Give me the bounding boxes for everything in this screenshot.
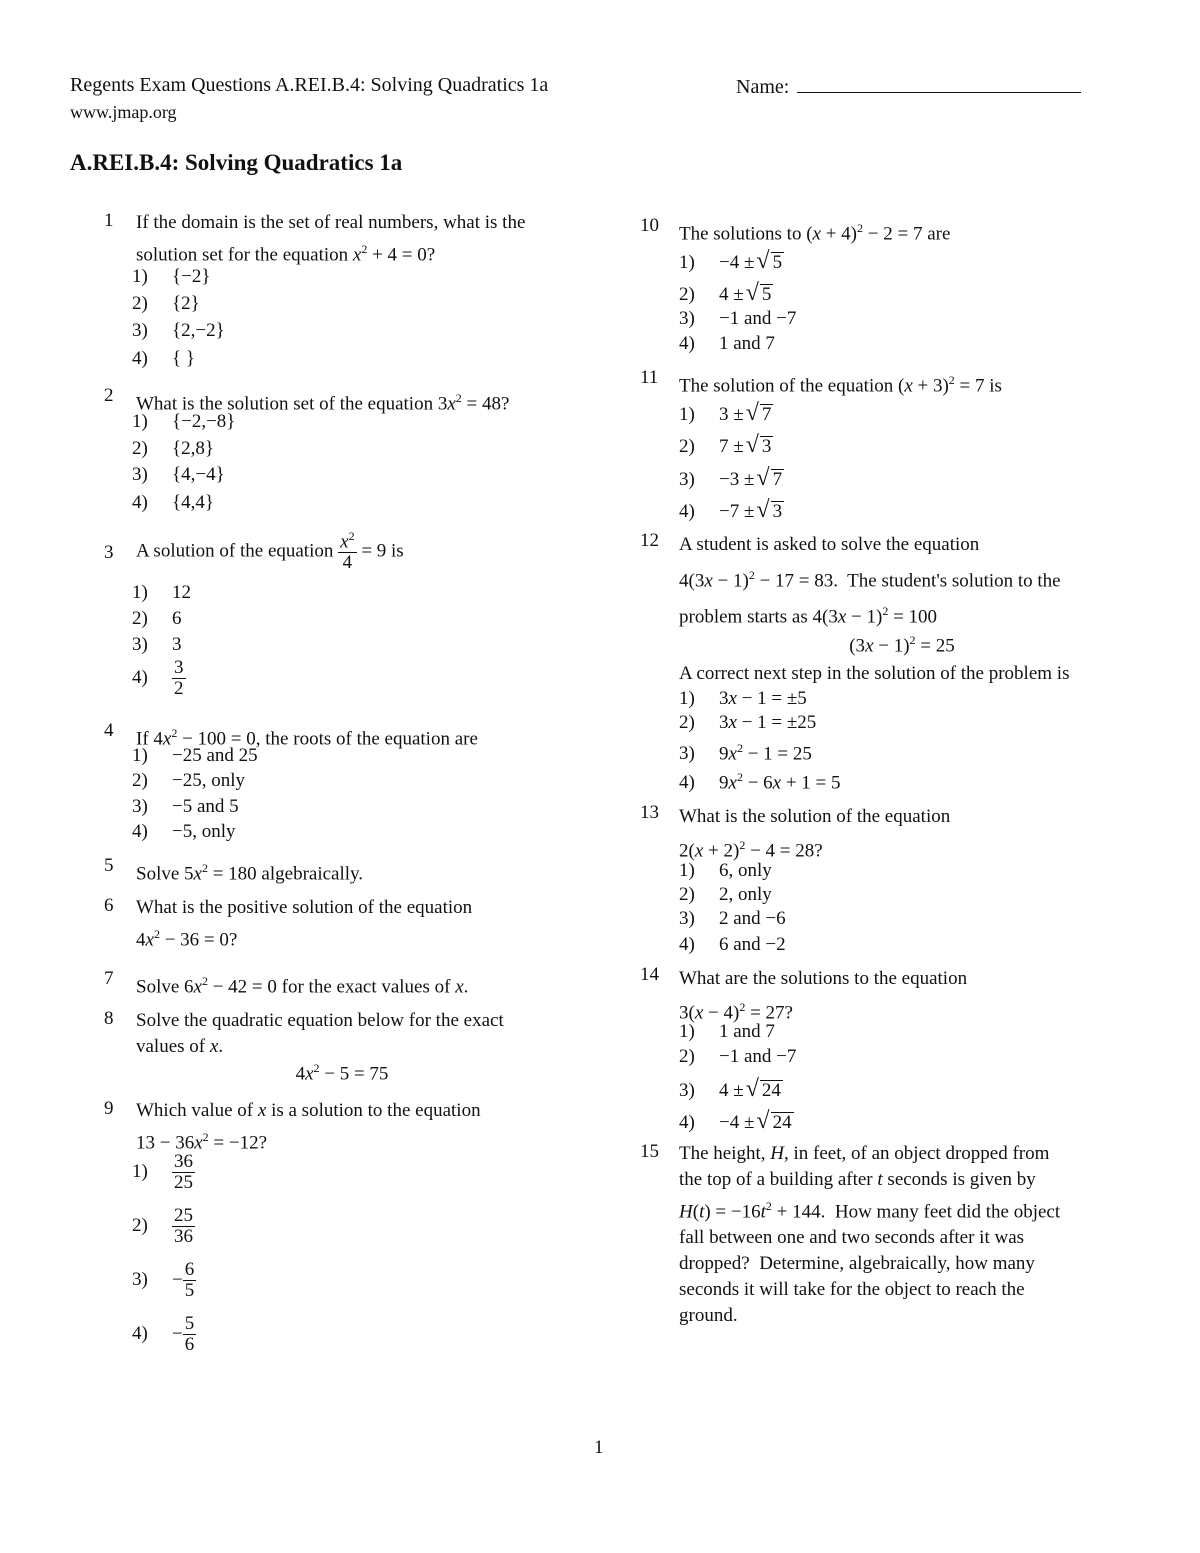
question-text-continued: A correct next step in the solution of the problem is: [679, 663, 1070, 684]
option: 4) −4 ±√ 24: [679, 1108, 792, 1134]
option: 1) {−2}: [132, 266, 211, 287]
question-text: What is the solution of the equation $2(x + 2)^2 - 4 = 28$?: [679, 806, 951, 862]
question-text: Solve the quadratic equation below for the exact values of x.: [136, 1010, 504, 1057]
question-text: A solution of the equation $\frac{x^2}{4}$ = 9 is: [136, 529, 404, 574]
question-number: 15: [640, 1141, 659, 1162]
option: 4) $\frac{3}{2}$: [132, 657, 184, 699]
option: 1) −4 ±√ 5: [679, 248, 783, 274]
option: 3) − $\frac{6}{5}$: [132, 1259, 195, 1301]
option: 3) {4,−4}: [132, 464, 225, 485]
question-text: Which value of x is a solution to the equation $13 - 36x^2 = -12$?: [136, 1100, 481, 1154]
option: 3) 3: [132, 634, 182, 655]
option: 2) {2,8}: [132, 438, 214, 459]
option: 3) $9x^2 - 1 = 25$: [679, 741, 812, 765]
page-title: A.REI.B.4: Solving Quadratics 1a: [70, 150, 403, 175]
option: 4) 1 and 7: [679, 333, 775, 354]
option: 2) −1 and −7: [679, 1046, 797, 1067]
question-number: 7: [104, 968, 114, 989]
option: 4) −5, only: [132, 821, 236, 842]
option: 2) {2}: [132, 293, 200, 314]
name-label: Name:: [736, 76, 790, 98]
question-number: 2: [104, 385, 114, 406]
question-text: If the domain is the set of real numbers, what is the solution set for the equation $x^2 + 4 = 0$?: [136, 212, 526, 266]
option: 4) − $\frac{5}{6}$: [132, 1313, 195, 1355]
option: 1) 3x − 1 = ±5: [679, 688, 807, 709]
question-number: 9: [104, 1098, 114, 1119]
question-number: 11: [640, 367, 659, 388]
question-number: 3: [104, 542, 114, 563]
option: 3) {2,−2}: [132, 320, 225, 341]
question-text: Solve $5x^2 = 180$ algebraically.: [136, 861, 364, 885]
header-site: www.jmap.org: [70, 102, 177, 122]
question-text: If $4x^2 - 100 = 0$, the roots of the equation are: [136, 726, 478, 750]
option: 1) 1 and 7: [679, 1021, 775, 1042]
name-blank-line: [797, 74, 1081, 93]
option: 4) {4,4}: [132, 492, 214, 513]
question-text: A student is asked to solve the equation $4(3x - 1)^2 - 17 = 83$. The student's solution to the problem starts as $4(3x - 1)^2 = 100$: [679, 534, 1061, 628]
question-number: 14: [640, 964, 659, 985]
header-title: Regents Exam Questions A.REI.B.4: Solving Quadratics 1a: [70, 74, 549, 96]
option: 2) 4 ±√ 5: [679, 280, 772, 306]
question-number: 1: [104, 210, 114, 231]
option: 1) 12: [132, 582, 191, 603]
option: 1) $\frac{36}{25}$: [132, 1151, 193, 1193]
question-text: What is the solution set of the equation $3x^2 = 48$?: [136, 391, 510, 415]
option: 3) −3 ±√ 7: [679, 465, 783, 491]
question-number: 6: [104, 895, 114, 916]
option: 2) −25, only: [132, 770, 245, 791]
option: 3) −5 and 5: [132, 796, 239, 817]
option: 2) 7 ±√ 3: [679, 432, 772, 458]
question-text: The height, H, in feet, of an object dropped from the top of a building after t seconds is given by $H(t) = -16t^2 + 144$. How many feet did the object fall between one and two seconds after it was dropped? Determine, algebraically, how many seconds it will take for the object to reach the ground.: [679, 1143, 1061, 1327]
question-text: Solve $6x^2 - 42 = 0$ for the exact values of x.: [136, 974, 469, 998]
name-field: [736, 74, 1081, 99]
option: 1) 3 ±√ 7: [679, 400, 772, 426]
option: 4) $9x^2 - 6x + 1 = 5$: [679, 770, 841, 794]
page-number: 1: [594, 1437, 604, 1458]
option: 1) −25 and 25: [132, 745, 258, 766]
equation: $(3x - 1)^2 = 25$: [849, 633, 955, 657]
question-number: 8: [104, 1008, 114, 1029]
question-number: 4: [104, 720, 114, 741]
question-text: The solutions to $(x + 4)^2 - 2 = 7$ are: [679, 221, 951, 245]
option: 2) $\frac{25}{36}$: [132, 1205, 193, 1247]
option: 3) 2 and −6: [679, 908, 786, 929]
option: 2) 2, only: [679, 884, 772, 905]
question-text: What is the positive solution of the equation $4x^2 - 36 = 0$?: [136, 897, 473, 951]
option: 3) 4 ±√ 24: [679, 1076, 781, 1102]
option: 1) 6, only: [679, 860, 772, 881]
option: 2) 6: [132, 608, 182, 629]
question-text: The solution of the equation $(x + 3)^2 = 7$ is: [679, 373, 1002, 397]
option: 2) 3x − 1 = ±25: [679, 712, 817, 733]
question-number: 10: [640, 215, 659, 236]
question-number: 12: [640, 530, 659, 551]
option: 4) { }: [132, 348, 195, 369]
question-text: What are the solutions to the equation $3(x - 4)^2 = 27$?: [679, 968, 968, 1024]
option: 4) −7 ±√ 3: [679, 497, 783, 523]
question-3: [104, 530, 584, 580]
question-number: 13: [640, 802, 659, 823]
option: 4) 6 and −2: [679, 934, 786, 955]
option: 1) {−2,−8}: [132, 411, 236, 432]
option: 3) −1 and −7: [679, 308, 797, 329]
question-number: 5: [104, 855, 114, 876]
equation: $4x^2 - 5 = 75$: [295, 1061, 389, 1085]
